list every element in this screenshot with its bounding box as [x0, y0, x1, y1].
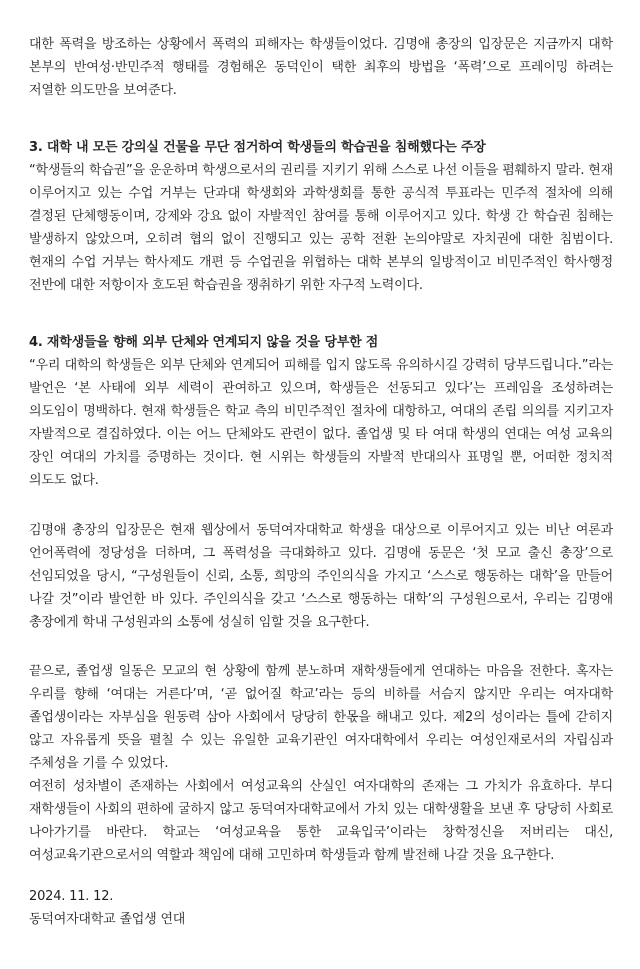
- signature-author: 동덕여자대학교 졸업생 연대: [29, 912, 186, 927]
- section-spacer: [29, 492, 613, 519]
- section-3-body: “학생들의 학습권”을 운운하며 학생으로서의 권리를 지키기 위해 스스로 나선 이들을 폄훼하지 말라. 현재 이루어지고 있는 수업 거부는 단과대 학생회와 과학생회를 통한 공식적 투표라는 민주적 절차에 의해 결정된 단체행동이며, 강제와 강요 없이 자발적인 참여를 통해 이루어지고 있다. 학생 간 학습권 침해는 발생하지 않았으며, 오히려 협의 없이 진행되고 있는 공학 전환 논의야말로 자치권에 대한 침범이다. 현재의 수업 거부는 학사제도 개편 등 수업권을 위협하는 대학 본부의 일방적이고 비민주적인 학사행정 전반에 대한 저항이자 호도된 학습권을 쟁취하기 위한 자구적 노력이다.: [29, 163, 613, 293]
- section-4-heading: 4. 재학생들을 향해 외부 단체와 연계되지 않을 것을 당부한 점: [29, 335, 379, 350]
- section-4-body: “우리 대학의 학생들은 외부 단체와 연계되어 피해를 입지 않도록 유의하시길 강력히 당부드립니다.”라는 발언은 ‘본 사태에 외부 세력이 관여하고 있으며, 학생들은 선동되고 있다’는 프레임을 조성하려는 의도임이 명백하다. 현재 학생들은 학교 측의 비민주적인 절차에 대항하고, 여대의 존립 의의를 지키고자 자발적으로 결집하였다. 이는 어느 단체와도 관련이 없다. 졸업생 및 타 여대 학생의 연대는 여성 교육의 장인 여대의 가치를 증명하는 것이다. 현 시위는 학생들의 자발적 반대의사 표명일 뿐, 어떠한 정치적 의도도 없다.: [29, 358, 613, 488]
- signature-block: [29, 885, 613, 931]
- section-3: [29, 136, 613, 297]
- closing-paragraph-2: 여전히 성차별이 존재하는 사회에서 여성교육의 산실인 여자대학의 존재는 그 가치가 유효하다. 부디 재학생들이 사회의 편하에 굴하지 않고 동덕여자대학교에서 가치 있는 대학생활을 보낸 후 당당히 사회로 나아가기를 바란다. 학교는 ‘여성교육을 통한 교육입국’이라는 창학정신을 저버리는 대신, 여성교육기관으로서의 역할과 책임에 대해 고민하며 학생들과 함께 발전해 나갈 것을 요구한다.: [29, 779, 613, 863]
- president-statement-paragraph: 김명애 총장의 입장문은 현재 웹상에서 동덕여자대학교 학생을 대상으로 이루어지고 있는 비난 여론과 언어폭력에 정당성을 더하며, 그 폭력성을 극대화하고 있다. 김명애 동문은 ‘첫 모교 출신 총장’으로 선임되었을 당시, “구성원들이 신뢰, 소통, 희망의 주인의식을 가지고 ‘스스로 행동하는 대학’을 만들어 나갈 것”이라 발언한 바 있다. 주인의식을 갖고 ‘스스로 행동하는 대학’의 구성원으로서, 우리는 김명애 총장에게 학내 구성원과의 소통에 성실히 임할 것을 요구한다.: [29, 523, 613, 630]
- signature-date: 2024. 11. 12.: [29, 889, 114, 904]
- section-spacer: [29, 297, 613, 331]
- section-4: [29, 331, 613, 492]
- section-spacer: [29, 634, 613, 660]
- section-3-heading: 3. 대학 내 모든 강의실 건물을 무단 점거하여 학생들의 학습권을 침해했다는 주장: [29, 140, 486, 155]
- section-spacer: [29, 102, 613, 136]
- closing-paragraph-1: 끝으로, 졸업생 일동은 모교의 현 상황에 함께 분노하며 재학생들에게 연대하는 마음을 전한다. 혹자는 우리를 향해 ‘여대는 거른다’며, ‘곧 없어질 학교’라는 등의 비하를 서슴지 않지만 우리는 여자대학 졸업생이라는 자부심을 원동력 삼아 사회에서 당당히 한몫을 해내고 있다. 제2의 성이라는 틀에 갇히지 않고 자유롭게 뜻을 펼칠 수 있는 유일한 교육기관인 여자대학에서 우리는 여성인재로서의 자립심과 주체성을 기를 수 있었다.: [29, 664, 613, 771]
- intro-paragraph: 대한 폭력을 방조하는 상황에서 폭력의 피해자는 학생들이었다. 김명애 총장의 입장문은 지금까지 대학 본부의 반여성·반민주적 행태를 경험해온 동덕인이 택한 최후의 방법을 ‘폭력’으로 프레이밍 하려는 저열한 의도만을 보여준다.: [29, 37, 613, 98]
